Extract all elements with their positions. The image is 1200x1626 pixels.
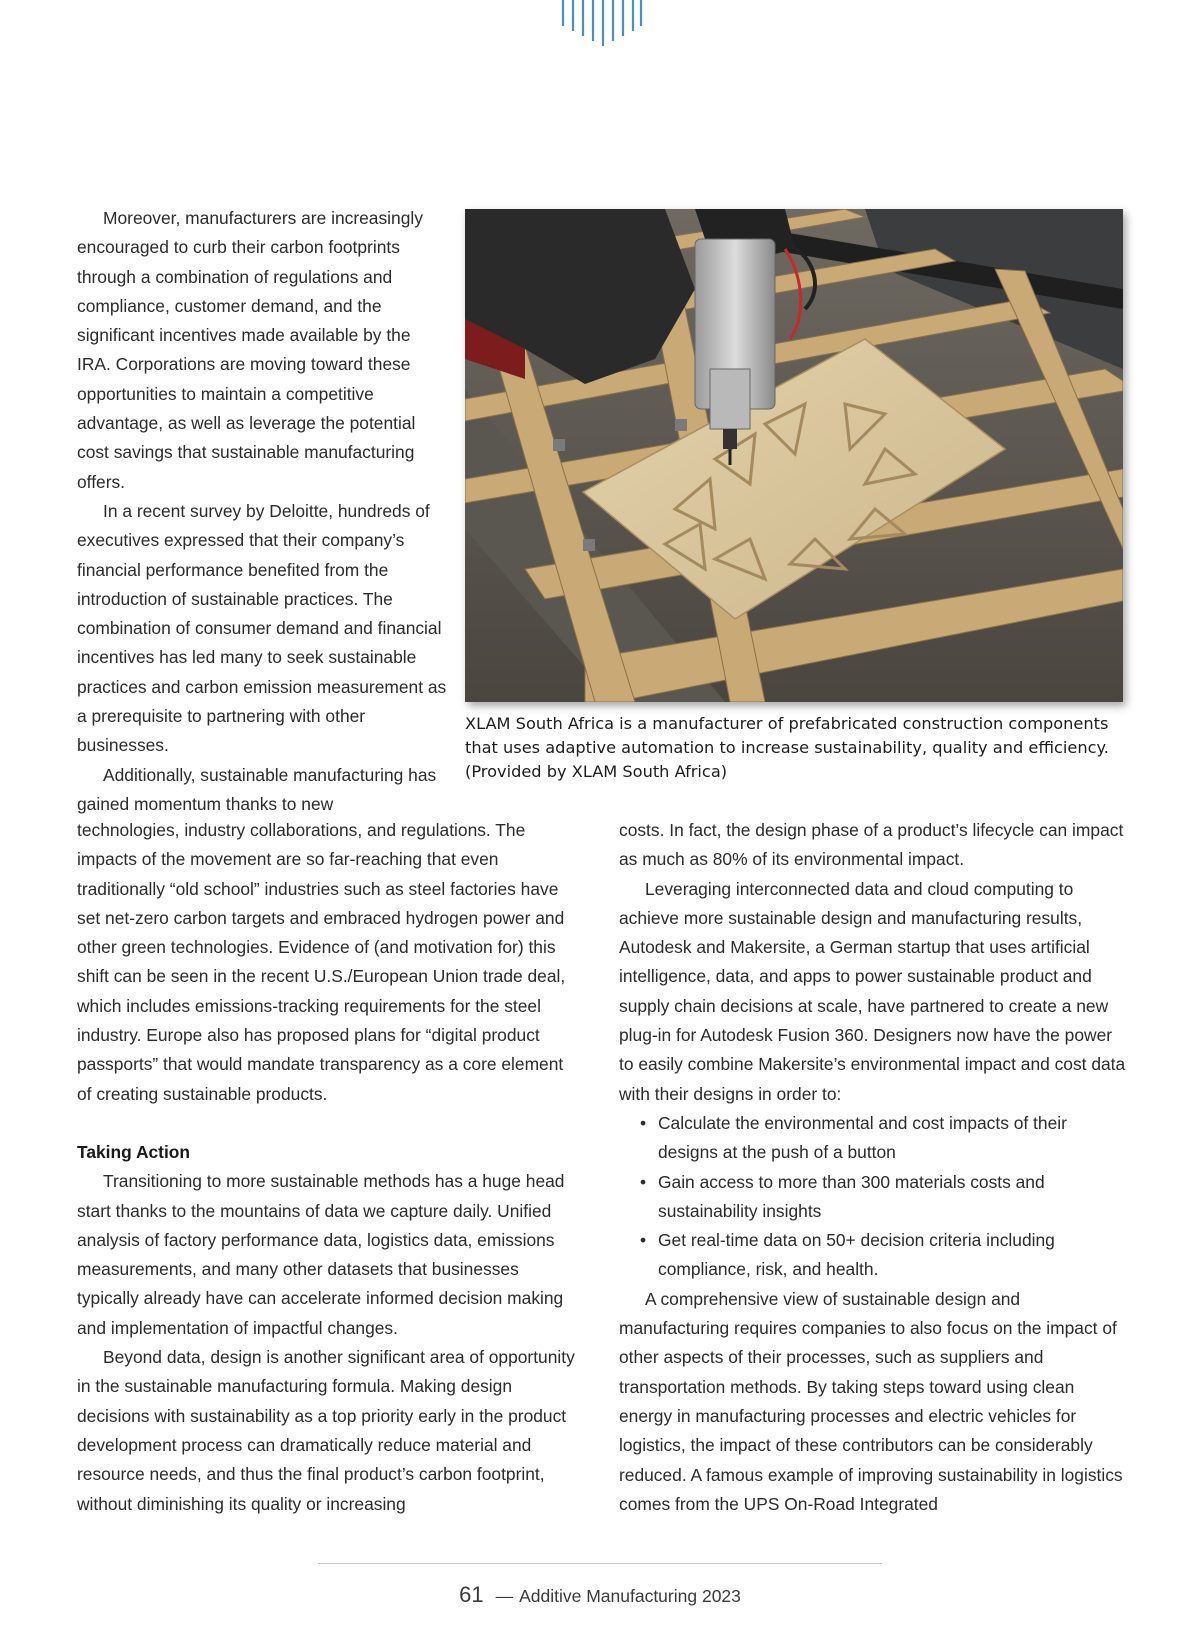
article-column-right: [619, 816, 1129, 1519]
paragraph-continuation: technologies, industry collaborations, and regulations. The impacts of the movement are so far-reaching that even traditionally “old school” industries such as steel factories have set net-zero carbon targets and embraced hydrogen power and other green technologies. Evidence of (and motivation for) this shift can be seen in the recent U.S./European Union trade deal, which includes emissions-tracking requirements for the steel industry. Europe also has proposed plans for “digital product passports” that would mandate transparency as a core element of creating sustainable products.: [77, 820, 566, 1104]
article-column-top: [77, 204, 449, 819]
footer-dash: —: [495, 1586, 514, 1606]
cnc-router-photo: [465, 209, 1123, 702]
figure-caption: XLAM South Africa is a manufacturer of prefabricated construction components that uses adaptive automation to increase sustainability, quality and efficiency. (Provided by XLAM South Africa): [465, 714, 1109, 781]
bullet-list: [619, 1109, 1129, 1285]
section-heading: Taking Action: [77, 1141, 191, 1162]
paragraph-design: Beyond data, design is another significant area of opportunity in the sustainable manufacturing formula. Making design decisions with sustainability as a top priority early in the product development process can dramatically reduce material and resource needs, and thus the final product’s carbon footprint, without diminishing its quality or increasing: [77, 1347, 575, 1514]
article-column-left: [77, 816, 582, 1519]
paragraph-continuation: costs. In fact, the design phase of a product’s lifecycle can impact as much as 80% of its environmental impact.: [619, 820, 1124, 870]
footer-rule: [318, 1563, 882, 1564]
page-footer: [0, 1582, 1200, 1608]
publication-title: Additive Manufacturing 2023: [519, 1586, 741, 1606]
paragraph-deloitte-survey: In a recent survey by Deloitte, hundreds of executives expressed that their company’s financial performance benefited from the introduction of sustainable practices. The combination of consumer demand and financial incentives has led many to seek sustainable practices and carbon emission measurement as a prerequisite to partnering with other businesses.: [77, 500, 447, 756]
header-decoration: [560, 0, 644, 48]
paragraph-data: Transitioning to more sustainable methods has a huge head start thanks to the mountains of data we capture daily. Unified analysis of factory performance data, logistics data, emissions measurements, and many other datasets that businesses typically already have can accelerate informed decision making and implementation of impactful changes.: [77, 1171, 565, 1338]
paragraph-momentum: Additionally, sustainable manufacturing has gained momentum thanks to new: [77, 764, 437, 814]
paragraph-logistics: A comprehensive view of sustainable design and manufacturing requires companies to also focus on the impact of other aspects of their processes, such as suppliers and transportation methods. By taking steps toward using clean energy in manufacturing processes and electric vehicles for logistics, the impact of these contributors can be considerably reduced. A famous example of improving sustainability in logistics comes from the UPS On-Road Integrated: [619, 1288, 1123, 1514]
list-item: • Gain access to more than 300 materials costs and sustainability insights: [658, 1168, 1129, 1227]
list-item: • Calculate the environmental and cost impacts of their designs at the push of a button: [658, 1109, 1129, 1168]
figure-photo: [465, 209, 1123, 702]
paragraph-regulations: Moreover, manufacturers are increasingly encouraged to curb their carbon footprints through a combination of regulations and compliance, customer demand, and the significant incentives made available by the IRA. Corporations are moving toward these opportunities to maintain a competitive advantage, as well as leverage the potential cost savings that sustainable manufacturing offers.: [77, 208, 423, 492]
list-item: • Get real-time data on 50+ decision criteria including compliance, risk, and health.: [658, 1226, 1129, 1285]
section-spacer: [77, 1109, 582, 1138]
page-number: 61: [459, 1582, 484, 1607]
paragraph-makersite: Leveraging interconnected data and cloud computing to achieve more sustainable design and manufacturing results, Autodesk and Makersite, a German startup that uses artificial intelligence, data, and apps to power sustainable product and supply chain decisions at scale, have partnered to create a new plug-in for Autodesk Fusion 360. Designers now have the power to easily combine Makersite’s environmental impact and cost data with their designs in order to:: [619, 878, 1126, 1104]
